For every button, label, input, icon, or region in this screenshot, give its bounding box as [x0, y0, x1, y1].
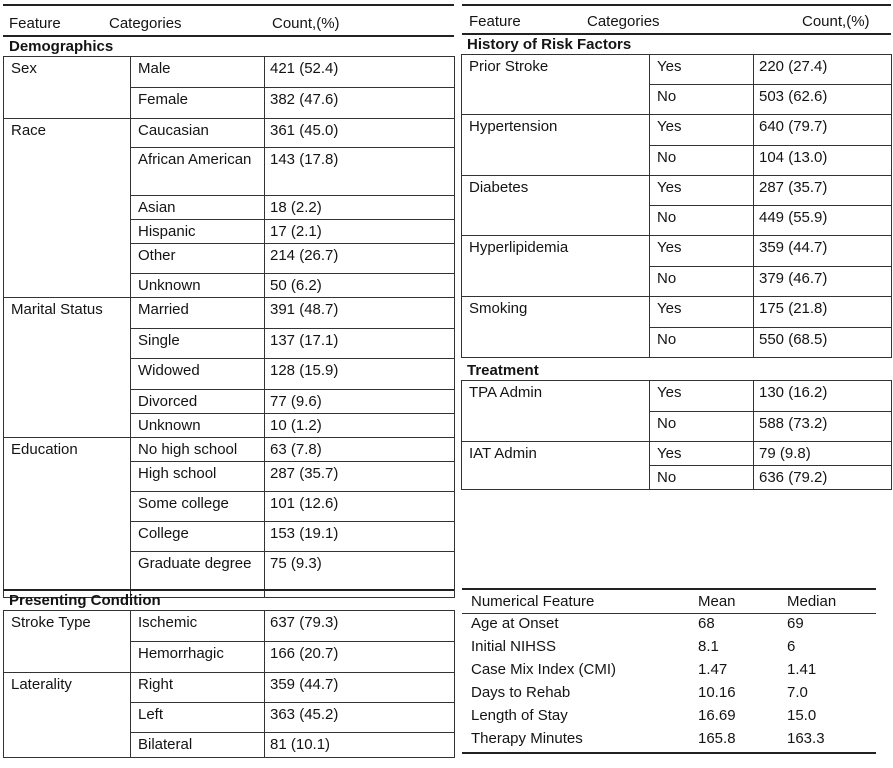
numerical-mean-cell: 10.16 [698, 684, 736, 701]
category-cell: Other [131, 244, 265, 274]
left-header-feature: Feature [9, 15, 61, 32]
count-cell: 101 (12.6) [265, 492, 455, 522]
feature-cell: Hyperlipidemia [462, 236, 650, 297]
numerical-feature-cell: Length of Stay [471, 707, 568, 724]
category-cell: Single [131, 329, 265, 359]
category-cell: Yes [650, 176, 754, 206]
feature-cell: Race [4, 119, 131, 298]
count-cell: 128 (15.9) [265, 359, 455, 390]
feature-cell: TPA Admin [462, 381, 650, 442]
count-cell: 143 (17.8) [265, 148, 455, 196]
numerical-median-cell: 15.0 [787, 707, 817, 724]
count-cell: 10 (1.2) [265, 414, 455, 438]
right-header-feature: Feature [469, 13, 521, 30]
category-cell: No [650, 328, 754, 358]
category-cell: Hispanic [131, 220, 265, 244]
category-cell: Unknown [131, 274, 265, 298]
numerical-header-median: Median [787, 593, 837, 610]
category-cell: Married [131, 298, 265, 329]
category-cell: No [650, 85, 754, 115]
feature-cell: Sex [4, 57, 131, 119]
feature-cell: Marital Status [4, 298, 131, 438]
numerical-mean-cell: 16.69 [698, 707, 736, 724]
numerical-feature-cell: Initial NIHSS [471, 638, 557, 655]
category-cell: No [650, 466, 754, 490]
category-cell: Right [131, 673, 265, 703]
presenting-condition-rule [3, 589, 454, 591]
feature-cell: Laterality [4, 673, 131, 758]
count-cell: 421 (52.4) [265, 57, 455, 88]
count-cell: 166 (20.7) [265, 642, 455, 673]
numerical-feature-cell: Therapy Minutes [471, 730, 583, 747]
feature-cell: IAT Admin [462, 442, 650, 490]
count-cell: 17 (2.1) [265, 220, 455, 244]
numerical-median-cell: 6 [787, 638, 796, 655]
numerical-feature-cell: Case Mix Index (CMI) [471, 661, 617, 678]
section-title-history-of-risk-factors: History of Risk Factors [467, 36, 632, 53]
count-cell: 379 (46.7) [754, 267, 892, 297]
feature-cell: Education [4, 438, 131, 598]
count-cell: 449 (55.9) [754, 206, 892, 236]
count-cell: 79 (9.8) [754, 442, 892, 466]
count-cell: 550 (68.5) [754, 328, 892, 358]
left-header-categories: Categories [109, 15, 182, 32]
count-cell: 382 (47.6) [265, 88, 455, 119]
table-row [4, 438, 455, 462]
count-cell: 588 (73.2) [754, 412, 892, 442]
right-header-rule [462, 33, 891, 35]
count-cell: 287 (35.7) [754, 176, 892, 206]
table-row [4, 673, 455, 703]
table-row [4, 57, 455, 88]
count-cell: 137 (17.1) [265, 329, 455, 359]
numerical-feature-cell: Age at Onset [471, 615, 559, 632]
count-cell: 640 (79.7) [754, 115, 892, 146]
numerical-top-rule [462, 588, 876, 590]
count-cell: 391 (48.7) [265, 298, 455, 329]
feature-cell: Diabetes [462, 176, 650, 236]
count-cell: 637 (79.3) [265, 611, 455, 642]
presenting-condition-table [3, 610, 455, 758]
count-cell: 503 (62.6) [754, 85, 892, 115]
count-cell: 359 (44.7) [754, 236, 892, 267]
table-row [462, 236, 892, 267]
right-top-rule [462, 4, 891, 6]
left-header-count: Count,(%) [272, 15, 340, 32]
category-cell: Male [131, 57, 265, 88]
count-cell: 18 (2.2) [265, 196, 455, 220]
category-cell: Female [131, 88, 265, 119]
demographics-table [3, 56, 455, 598]
count-cell: 63 (7.8) [265, 438, 455, 462]
count-cell: 636 (79.2) [754, 466, 892, 490]
right-header-count: Count,(%) [802, 13, 870, 30]
category-cell: Yes [650, 115, 754, 146]
category-cell: African American [131, 148, 265, 196]
treatment-table [461, 380, 892, 490]
category-cell: Hemorrhagic [131, 642, 265, 673]
count-cell: 363 (45.2) [265, 703, 455, 733]
count-cell: 153 (19.1) [265, 522, 455, 552]
numerical-feature-cell: Days to Rehab [471, 684, 571, 701]
table-row [4, 298, 455, 329]
left-header-rule [3, 35, 454, 37]
numerical-median-cell: 7.0 [787, 684, 808, 701]
category-cell: Widowed [131, 359, 265, 390]
count-cell: 50 (6.2) [265, 274, 455, 298]
count-cell: 361 (45.0) [265, 119, 455, 148]
category-cell: Left [131, 703, 265, 733]
category-cell: Asian [131, 196, 265, 220]
numerical-header-mean: Mean [698, 593, 736, 610]
feature-cell: Smoking [462, 297, 650, 358]
count-cell: 214 (26.7) [265, 244, 455, 274]
count-cell: 104 (13.0) [754, 146, 892, 176]
category-cell: No [650, 412, 754, 442]
risk-factors-table [461, 54, 892, 358]
category-cell: Yes [650, 442, 754, 466]
numerical-header-feature: Numerical Feature [471, 593, 595, 610]
table-row [462, 297, 892, 328]
category-cell: No [650, 206, 754, 236]
table-row [4, 611, 455, 642]
numerical-median-cell: 163.3 [787, 730, 825, 747]
numerical-mean-cell: 68 [698, 615, 715, 632]
category-cell: Some college [131, 492, 265, 522]
category-cell: Yes [650, 236, 754, 267]
category-cell: No [650, 267, 754, 297]
section-title-demographics: Demographics [9, 38, 114, 55]
category-cell: Bilateral [131, 733, 265, 758]
count-cell: 130 (16.2) [754, 381, 892, 412]
category-cell: Ischemic [131, 611, 265, 642]
category-cell: Yes [650, 55, 754, 85]
table-row [462, 442, 892, 466]
numerical-mean-cell: 165.8 [698, 730, 736, 747]
category-cell: Graduate degree [131, 552, 265, 598]
feature-cell: Stroke Type [4, 611, 131, 673]
count-cell: 77 (9.6) [265, 390, 455, 414]
count-cell: 359 (44.7) [265, 673, 455, 703]
right-header-categories: Categories [587, 13, 660, 30]
numerical-median-cell: 69 [787, 615, 804, 632]
table-row [4, 119, 455, 148]
category-cell: High school [131, 462, 265, 492]
count-cell: 175 (21.8) [754, 297, 892, 328]
count-cell: 287 (35.7) [265, 462, 455, 492]
table-row [462, 381, 892, 412]
table-row [462, 176, 892, 206]
table-row [462, 115, 892, 146]
category-cell: Caucasian [131, 119, 265, 148]
category-cell: No [650, 146, 754, 176]
count-cell: 75 (9.3) [265, 552, 455, 598]
category-cell: Divorced [131, 390, 265, 414]
category-cell: College [131, 522, 265, 552]
count-cell: 81 (10.1) [265, 733, 455, 758]
numerical-bottom-rule [462, 752, 876, 754]
section-title-presenting-condition: Presenting Condition [9, 592, 161, 609]
numerical-mean-cell: 8.1 [698, 638, 719, 655]
table-row [462, 55, 892, 85]
category-cell: Unknown [131, 414, 265, 438]
left-top-rule [3, 4, 454, 6]
category-cell: No high school [131, 438, 265, 462]
section-title-treatment: Treatment [467, 362, 539, 379]
feature-cell: Prior Stroke [462, 55, 650, 115]
count-cell: 220 (27.4) [754, 55, 892, 85]
numerical-median-cell: 1.41 [787, 661, 817, 678]
numerical-mean-cell: 1.47 [698, 661, 728, 678]
category-cell: Yes [650, 297, 754, 328]
feature-cell: Hypertension [462, 115, 650, 176]
category-cell: Yes [650, 381, 754, 412]
